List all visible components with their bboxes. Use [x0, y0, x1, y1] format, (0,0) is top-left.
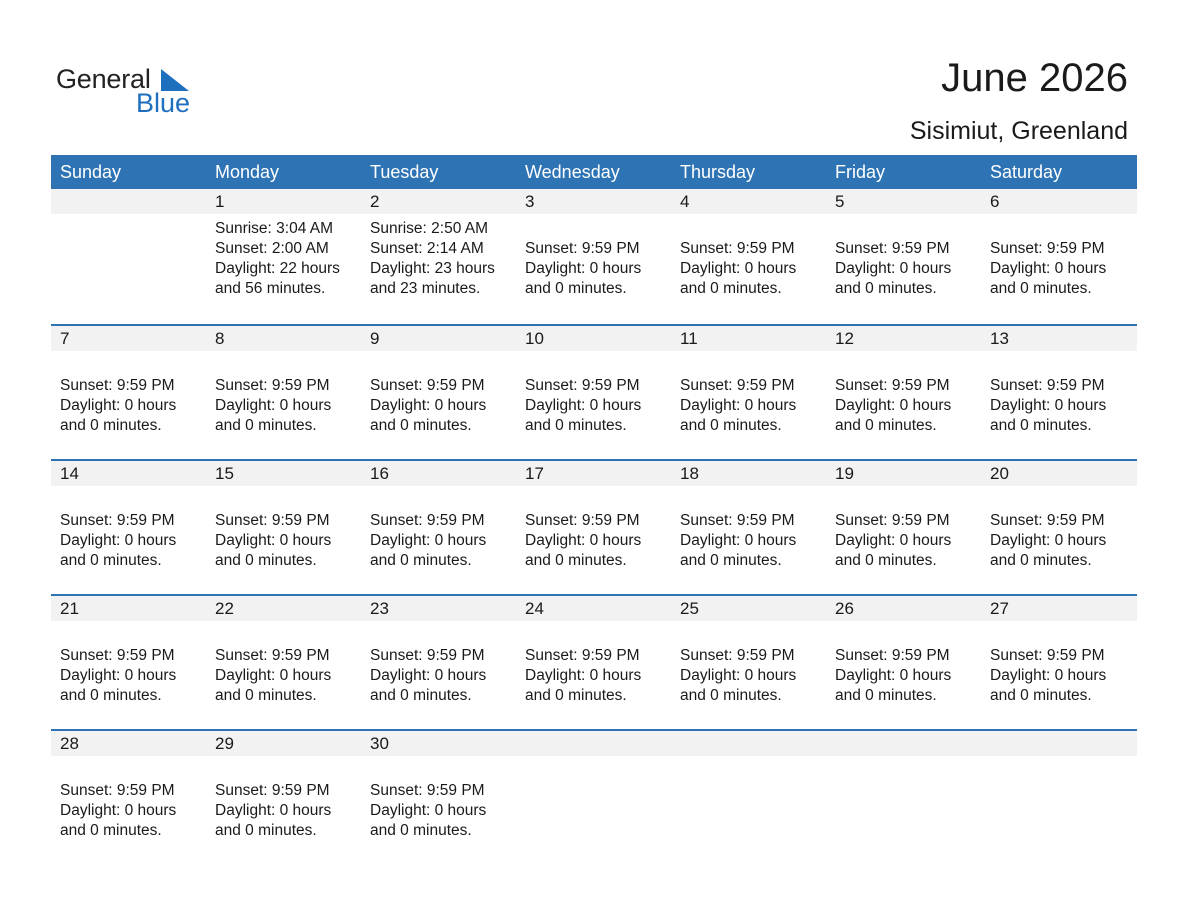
- sunset-text: Sunset: 9:59 PM: [680, 240, 795, 257]
- daylight-minutes-text: and 0 minutes.: [990, 552, 1092, 569]
- daylight-text: Daylight: 0 hours: [525, 532, 642, 549]
- daylight-minutes-text: and 0 minutes.: [60, 822, 162, 839]
- sunset-text: [60, 239, 206, 259]
- day-cell: [981, 351, 1136, 436]
- sunset-text: Sunset: 9:59 PM: [370, 647, 485, 664]
- day-cell: [516, 621, 671, 706]
- sunrise-text: [835, 219, 981, 239]
- daylight-minutes-text: [60, 279, 206, 299]
- day-number: [516, 731, 671, 756]
- day-cell: [51, 486, 206, 571]
- sunrise-text: [835, 491, 981, 511]
- day-cell: [51, 351, 206, 436]
- sunset-text: Sunset: 9:59 PM: [60, 377, 175, 394]
- sunrise-text: [215, 626, 361, 646]
- weekday-header: Sunday: [60, 162, 122, 182]
- day-cell: [671, 621, 826, 706]
- sunrise-text: [215, 761, 361, 781]
- daylight-minutes-text: and 0 minutes.: [835, 552, 937, 569]
- sunrise-text: [370, 356, 516, 376]
- week-row: [51, 324, 1137, 459]
- day-number: 8: [215, 329, 225, 348]
- day-cell: [206, 486, 361, 571]
- day-number: 29: [215, 734, 234, 753]
- sunrise-text: [60, 219, 206, 239]
- daylight-minutes-text: [835, 821, 981, 841]
- day-number: 5: [835, 192, 845, 211]
- brand-logo: [56, 64, 196, 120]
- daylight-minutes-text: and 0 minutes.: [215, 552, 317, 569]
- sunset-text: Sunset: 9:59 PM: [990, 377, 1105, 394]
- sunrise-text: [525, 761, 671, 781]
- day-number: 26: [835, 599, 854, 618]
- day-number: 18: [680, 464, 699, 483]
- day-cell: [516, 351, 671, 436]
- day-number: 20: [990, 464, 1009, 483]
- daylight-text: Daylight: 0 hours: [215, 667, 332, 684]
- sunrise-text: [525, 491, 671, 511]
- day-number: 16: [370, 464, 389, 483]
- day-cell: [826, 214, 981, 299]
- daylight-text: Daylight: 0 hours: [990, 532, 1107, 549]
- sunrise-text: [990, 356, 1136, 376]
- daylight-minutes-text: and 56 minutes.: [215, 280, 326, 297]
- day-cell: [206, 351, 361, 436]
- day-info-row: [51, 621, 1137, 706]
- daylight-minutes-text: and 0 minutes.: [60, 687, 162, 704]
- daylight-minutes-text: and 0 minutes.: [525, 687, 627, 704]
- day-number: 11: [680, 329, 698, 348]
- day-number: 17: [525, 464, 544, 483]
- daylight-minutes-text: and 0 minutes.: [680, 417, 782, 434]
- daylight-text: Daylight: 0 hours: [835, 260, 952, 277]
- day-number: 23: [370, 599, 389, 618]
- daylight-text: Daylight: 0 hours: [215, 532, 332, 549]
- daylight-text: [60, 259, 206, 279]
- daylight-text: Daylight: 0 hours: [990, 667, 1107, 684]
- sunset-text: [525, 781, 671, 801]
- sunset-text: Sunset: 9:59 PM: [215, 782, 330, 799]
- day-info-row: [51, 214, 1137, 299]
- day-number: 2: [370, 192, 380, 211]
- daylight-text: [990, 801, 1136, 821]
- daylight-minutes-text: and 0 minutes.: [680, 552, 782, 569]
- sunrise-text: [370, 761, 516, 781]
- sunset-text: Sunset: 9:59 PM: [835, 512, 950, 529]
- daylight-minutes-text: and 0 minutes.: [215, 687, 317, 704]
- day-cell: [361, 214, 516, 299]
- daylight-text: Daylight: 0 hours: [60, 532, 177, 549]
- sunset-text: Sunset: 9:59 PM: [370, 377, 485, 394]
- day-number-row: [51, 326, 1137, 351]
- daylight-minutes-text: and 0 minutes.: [835, 280, 937, 297]
- day-cell: [361, 351, 516, 436]
- day-cell: [826, 486, 981, 571]
- day-cell: [981, 756, 1136, 841]
- daylight-text: Daylight: 0 hours: [525, 667, 642, 684]
- day-number: [981, 731, 1136, 756]
- day-cell: [981, 621, 1136, 706]
- day-number: 13: [990, 329, 1009, 348]
- daylight-minutes-text: and 0 minutes.: [835, 687, 937, 704]
- daylight-minutes-text: and 0 minutes.: [680, 280, 782, 297]
- sunset-text: [990, 781, 1136, 801]
- sunset-text: Sunset: 9:59 PM: [525, 240, 640, 257]
- sunrise-text: [680, 356, 826, 376]
- daylight-minutes-text: and 0 minutes.: [680, 687, 782, 704]
- day-cell: [826, 756, 981, 841]
- day-number: 27: [990, 599, 1009, 618]
- day-number: 9: [370, 329, 380, 348]
- day-cell: [671, 756, 826, 841]
- sunset-text: Sunset: 2:00 AM: [215, 240, 329, 257]
- day-info-row: [51, 351, 1137, 436]
- day-number: 12: [835, 329, 854, 348]
- day-number: [51, 189, 206, 214]
- sunset-text: [835, 781, 981, 801]
- page-title: June 2026: [941, 56, 1128, 100]
- day-cell: [516, 756, 671, 841]
- day-number: 19: [835, 464, 854, 483]
- weekday-header: Saturday: [990, 162, 1063, 182]
- day-cell: [206, 756, 361, 841]
- sunrise-text: [525, 356, 671, 376]
- daylight-text: Daylight: 0 hours: [680, 397, 797, 414]
- day-number-row: [51, 461, 1137, 486]
- day-number: 14: [60, 464, 79, 483]
- day-number: 1: [215, 192, 225, 211]
- sunrise-text: [370, 626, 516, 646]
- week-row: [51, 189, 1137, 324]
- daylight-text: Daylight: 0 hours: [990, 397, 1107, 414]
- sunset-text: Sunset: 9:59 PM: [60, 782, 175, 799]
- daylight-text: Daylight: 0 hours: [990, 260, 1107, 277]
- daylight-text: Daylight: 0 hours: [370, 667, 487, 684]
- daylight-minutes-text: and 0 minutes.: [215, 822, 317, 839]
- sunrise-text: [525, 219, 671, 239]
- daylight-text: Daylight: 0 hours: [835, 532, 952, 549]
- day-info-row: [51, 486, 1137, 571]
- logo-text-general: General: [56, 64, 151, 94]
- day-number: [671, 731, 826, 756]
- day-number-row: [51, 189, 1137, 214]
- sunrise-text: [525, 626, 671, 646]
- week-row: [51, 594, 1137, 729]
- sunset-text: Sunset: 9:59 PM: [835, 647, 950, 664]
- day-number: 21: [60, 599, 79, 618]
- daylight-text: Daylight: 0 hours: [60, 802, 177, 819]
- day-number: 7: [60, 329, 70, 348]
- daylight-text: Daylight: 0 hours: [370, 532, 487, 549]
- sunrise-text: [680, 761, 826, 781]
- daylight-text: Daylight: 22 hours: [215, 260, 340, 277]
- daylight-text: [525, 801, 671, 821]
- sunset-text: Sunset: 9:59 PM: [835, 377, 950, 394]
- weekday-header: Tuesday: [370, 162, 439, 182]
- sunset-text: Sunset: 9:59 PM: [680, 647, 795, 664]
- day-cell: [516, 214, 671, 299]
- sunrise-text: [990, 761, 1136, 781]
- day-info-row: [51, 756, 1137, 841]
- sunset-text: Sunset: 9:59 PM: [680, 377, 795, 394]
- sunrise-text: [835, 626, 981, 646]
- daylight-minutes-text: and 0 minutes.: [990, 687, 1092, 704]
- daylight-minutes-text: and 0 minutes.: [525, 417, 627, 434]
- sunset-text: Sunset: 9:59 PM: [215, 377, 330, 394]
- sunrise-text: [60, 356, 206, 376]
- sunrise-text: [990, 491, 1136, 511]
- daylight-text: Daylight: 0 hours: [60, 667, 177, 684]
- day-number: 6: [990, 192, 1000, 211]
- day-cell: [51, 756, 206, 841]
- daylight-minutes-text: [525, 821, 671, 841]
- day-cell: [516, 486, 671, 571]
- sunset-text: Sunset: 9:59 PM: [990, 647, 1105, 664]
- sunrise-text: Sunrise: 3:04 AM: [215, 220, 334, 237]
- day-number: 10: [525, 329, 544, 348]
- daylight-text: Daylight: 0 hours: [370, 397, 487, 414]
- daylight-text: Daylight: 0 hours: [680, 532, 797, 549]
- week-row: [51, 729, 1137, 864]
- day-cell: [981, 486, 1136, 571]
- sunrise-text: [215, 356, 361, 376]
- logo-text-blue: Blue: [136, 88, 191, 118]
- sunrise-text: [835, 356, 981, 376]
- sunrise-text: [680, 491, 826, 511]
- day-number-row: [51, 596, 1137, 621]
- daylight-text: Daylight: 0 hours: [215, 802, 332, 819]
- day-number: 22: [215, 599, 234, 618]
- sunrise-text: [990, 219, 1136, 239]
- day-cell: [826, 621, 981, 706]
- sunset-text: Sunset: 9:59 PM: [60, 512, 175, 529]
- day-cell: [361, 486, 516, 571]
- weekday-header-row: [51, 155, 1137, 189]
- sunset-text: Sunset: 9:59 PM: [370, 782, 485, 799]
- daylight-text: Daylight: 0 hours: [680, 260, 797, 277]
- sunset-text: Sunset: 9:59 PM: [370, 512, 485, 529]
- daylight-text: Daylight: 0 hours: [835, 667, 952, 684]
- daylight-text: Daylight: 23 hours: [370, 260, 495, 277]
- sunset-text: Sunset: 9:59 PM: [215, 512, 330, 529]
- sunrise-text: [835, 761, 981, 781]
- location-subtitle: Sisimiut, Greenland: [909, 117, 1128, 145]
- day-number: 15: [215, 464, 234, 483]
- sunset-text: [680, 781, 826, 801]
- calendar-grid: [51, 155, 1137, 864]
- sunrise-text: [680, 219, 826, 239]
- daylight-minutes-text: [990, 821, 1136, 841]
- sunrise-text: [215, 491, 361, 511]
- day-cell: [671, 214, 826, 299]
- sunrise-text: [990, 626, 1136, 646]
- sunset-text: Sunset: 9:59 PM: [990, 512, 1105, 529]
- day-cell: [206, 214, 361, 299]
- daylight-minutes-text: and 0 minutes.: [370, 552, 472, 569]
- sunset-text: Sunset: 9:59 PM: [525, 377, 640, 394]
- daylight-minutes-text: and 0 minutes.: [215, 417, 317, 434]
- daylight-text: Daylight: 0 hours: [60, 397, 177, 414]
- daylight-text: Daylight: 0 hours: [370, 802, 487, 819]
- day-number: 4: [680, 192, 690, 211]
- day-cell: [51, 214, 206, 299]
- sunrise-text: [60, 626, 206, 646]
- sunrise-text: Sunrise: 2:50 AM: [370, 220, 489, 237]
- sunrise-text: [60, 491, 206, 511]
- weekday-header: Friday: [835, 162, 886, 182]
- daylight-minutes-text: and 0 minutes.: [990, 417, 1092, 434]
- day-cell: [51, 621, 206, 706]
- day-number: 24: [525, 599, 544, 618]
- week-row: [51, 459, 1137, 594]
- day-number: 3: [525, 192, 535, 211]
- daylight-minutes-text: and 0 minutes.: [370, 417, 472, 434]
- daylight-minutes-text: and 0 minutes.: [525, 280, 627, 297]
- day-cell: [361, 621, 516, 706]
- sunrise-text: [680, 626, 826, 646]
- daylight-text: Daylight: 0 hours: [680, 667, 797, 684]
- daylight-minutes-text: and 0 minutes.: [990, 280, 1092, 297]
- daylight-text: [680, 801, 826, 821]
- sunrise-text: [60, 761, 206, 781]
- daylight-minutes-text: and 0 minutes.: [60, 552, 162, 569]
- sunset-text: Sunset: 9:59 PM: [60, 647, 175, 664]
- day-cell: [826, 351, 981, 436]
- sunset-text: Sunset: 9:59 PM: [525, 512, 640, 529]
- daylight-text: Daylight: 0 hours: [835, 397, 952, 414]
- sunset-text: Sunset: 9:59 PM: [680, 512, 795, 529]
- daylight-text: Daylight: 0 hours: [525, 397, 642, 414]
- day-cell: [206, 621, 361, 706]
- sunset-text: Sunset: 9:59 PM: [525, 647, 640, 664]
- day-number: 30: [370, 734, 389, 753]
- daylight-minutes-text: and 0 minutes.: [370, 687, 472, 704]
- daylight-minutes-text: and 0 minutes.: [370, 822, 472, 839]
- daylight-minutes-text: and 0 minutes.: [60, 417, 162, 434]
- sunset-text: Sunset: 9:59 PM: [215, 647, 330, 664]
- day-number: 25: [680, 599, 699, 618]
- day-cell: [671, 486, 826, 571]
- daylight-text: Daylight: 0 hours: [215, 397, 332, 414]
- daylight-minutes-text: and 23 minutes.: [370, 280, 481, 297]
- day-cell: [981, 214, 1136, 299]
- day-number-row: [51, 731, 1137, 756]
- sunrise-text: [370, 491, 516, 511]
- daylight-minutes-text: and 0 minutes.: [835, 417, 937, 434]
- daylight-text: Daylight: 0 hours: [525, 260, 642, 277]
- weekday-header: Wednesday: [525, 162, 620, 182]
- weekday-header: Thursday: [680, 162, 756, 182]
- day-number: 28: [60, 734, 79, 753]
- sunset-text: Sunset: 9:59 PM: [835, 240, 950, 257]
- daylight-text: [835, 801, 981, 821]
- day-cell: [361, 756, 516, 841]
- sunset-text: Sunset: 2:14 AM: [370, 240, 484, 257]
- daylight-minutes-text: and 0 minutes.: [525, 552, 627, 569]
- day-number: [826, 731, 981, 756]
- sunset-text: Sunset: 9:59 PM: [990, 240, 1105, 257]
- weekday-header: Monday: [215, 162, 280, 182]
- day-cell: [671, 351, 826, 436]
- daylight-minutes-text: [680, 821, 826, 841]
